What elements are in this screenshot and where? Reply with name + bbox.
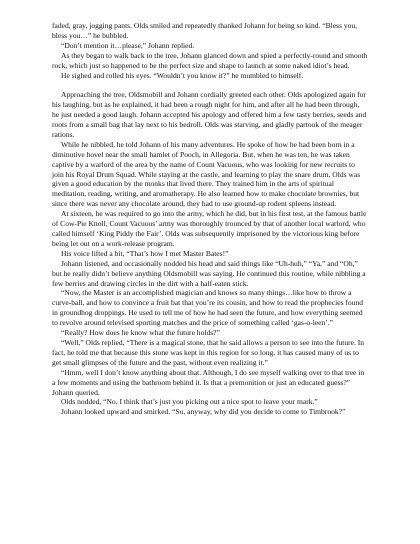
- paragraph: “Really? How does he know what the future holds?”: [61, 328, 220, 338]
- paragraph: “Hmm, well I don’t know anything about that. Although, I do see myself walking over to that tree in a few moments and using the bathroom behind it. Is that a premonition or just an educated guess?” Johann queried.: [52, 367, 365, 397]
- paragraph: “Now, the Master is an accomplished magician and knows so many things…like how to throw a curve-ball, and how to convince a fruit bat that you’re its cousin, and how to read the prophecies found in groundhog droppings. He used to tell me of how he had seen the future, and how everything seemed to revolve around televised sporting matches and the price of something called ‘gas-o-leen’.”: [52, 288, 364, 328]
- paragraph: faded, gray, jogging pants. Olds smiled and repeatedly thanked Johann for being so kind. “Bless you, bless you…” he bubbled.: [52, 21, 358, 40]
- paragraph: “Don’t mention it…please,” Johann replied.: [61, 40, 195, 50]
- paragraph: He sighed and rolled his eyes. “Wouldn’t you know it?” he mumbled to himself.: [61, 70, 304, 80]
- paragraph: As they began to walk back to the tree, Johann glanced down and spied a perfectly-round and smooth rock, which just so happened to be the perfect size and shape to launch at some naked idiot’s head.: [52, 50, 368, 70]
- paragraph: Approaching the tree, Oldsmobill and Johann cordially greeted each other. Olds apologized again for his laughing, but as he explained, it had been a rough night for him, and after all he had been through, he just needed a good laugh. Johann accepted his apology and offered him a few tasty berries, seeds and roots from a small bag that lay next to his bedroll. Olds was starving, and gladly partook of the meager rations.: [52, 90, 367, 139]
- paragraph: Johann looked upward and smirked. “So, anyway, why did you decide to come to Timbrook?”: [61, 407, 346, 417]
- body-text: [52, 21, 368, 417]
- paragraph: Johann listened, and occasionally nodded his head and said things like “Uh-huh,” “Ya,” and “Oh,” but he really didn’t believe anything Oldsmobill was saying. He continued this routine, while nibbling a few berries and drawing circles in the dirt with a half-eaten stick.: [52, 258, 366, 288]
- paragraph: Olds nodded, “No, I think that’s just you picking out a nice spot to leave your mark.”: [61, 397, 318, 407]
- paragraph: His voice lifted a bit, “That’s how I met Master Bates!”: [61, 248, 229, 258]
- paragraph: “Well,” Olds replied, “There is a magical stone, that he said allows a person to see into the future. In fact, he told me that because this stone was kept in this region for so long, it has caused many of us to get small glimpses of the future and the past, without even realizing it.”: [52, 337, 365, 367]
- paragraph: At sixteen, he was required to go into the army, which he did, but in his first test, at the famous battle of Cow-Pie Knoll, Count Vacuous’ army was thoroughly trounced by that of another local warlord, who called himself ‘King Piddy the Fair’. Olds was subsequently imprisoned by the victorious king before being let out on a work-release program.: [52, 209, 367, 248]
- paragraph: While he nibbled, he told Johann of his many adventures. He spoke of how he had been born in a diminutive hovel near the small hamlet of Pooch, in Allegoria. But, when he was ten, he was taken captive by a warlord of the area by the name of Count Vacuous, who was looking for new recruits to join his Royal Drum Squad. While staying at the castle, and learning to play the snare drum, Olds was given a good education by the monks that lived there. They trained him in the arts of spiritual meditation, reading, writing, and aromatherapy. He also learned how to make chocolate brownies, but since there was never any chocolate around, they had to use ground-up rodent spleens instead.: [52, 139, 361, 209]
